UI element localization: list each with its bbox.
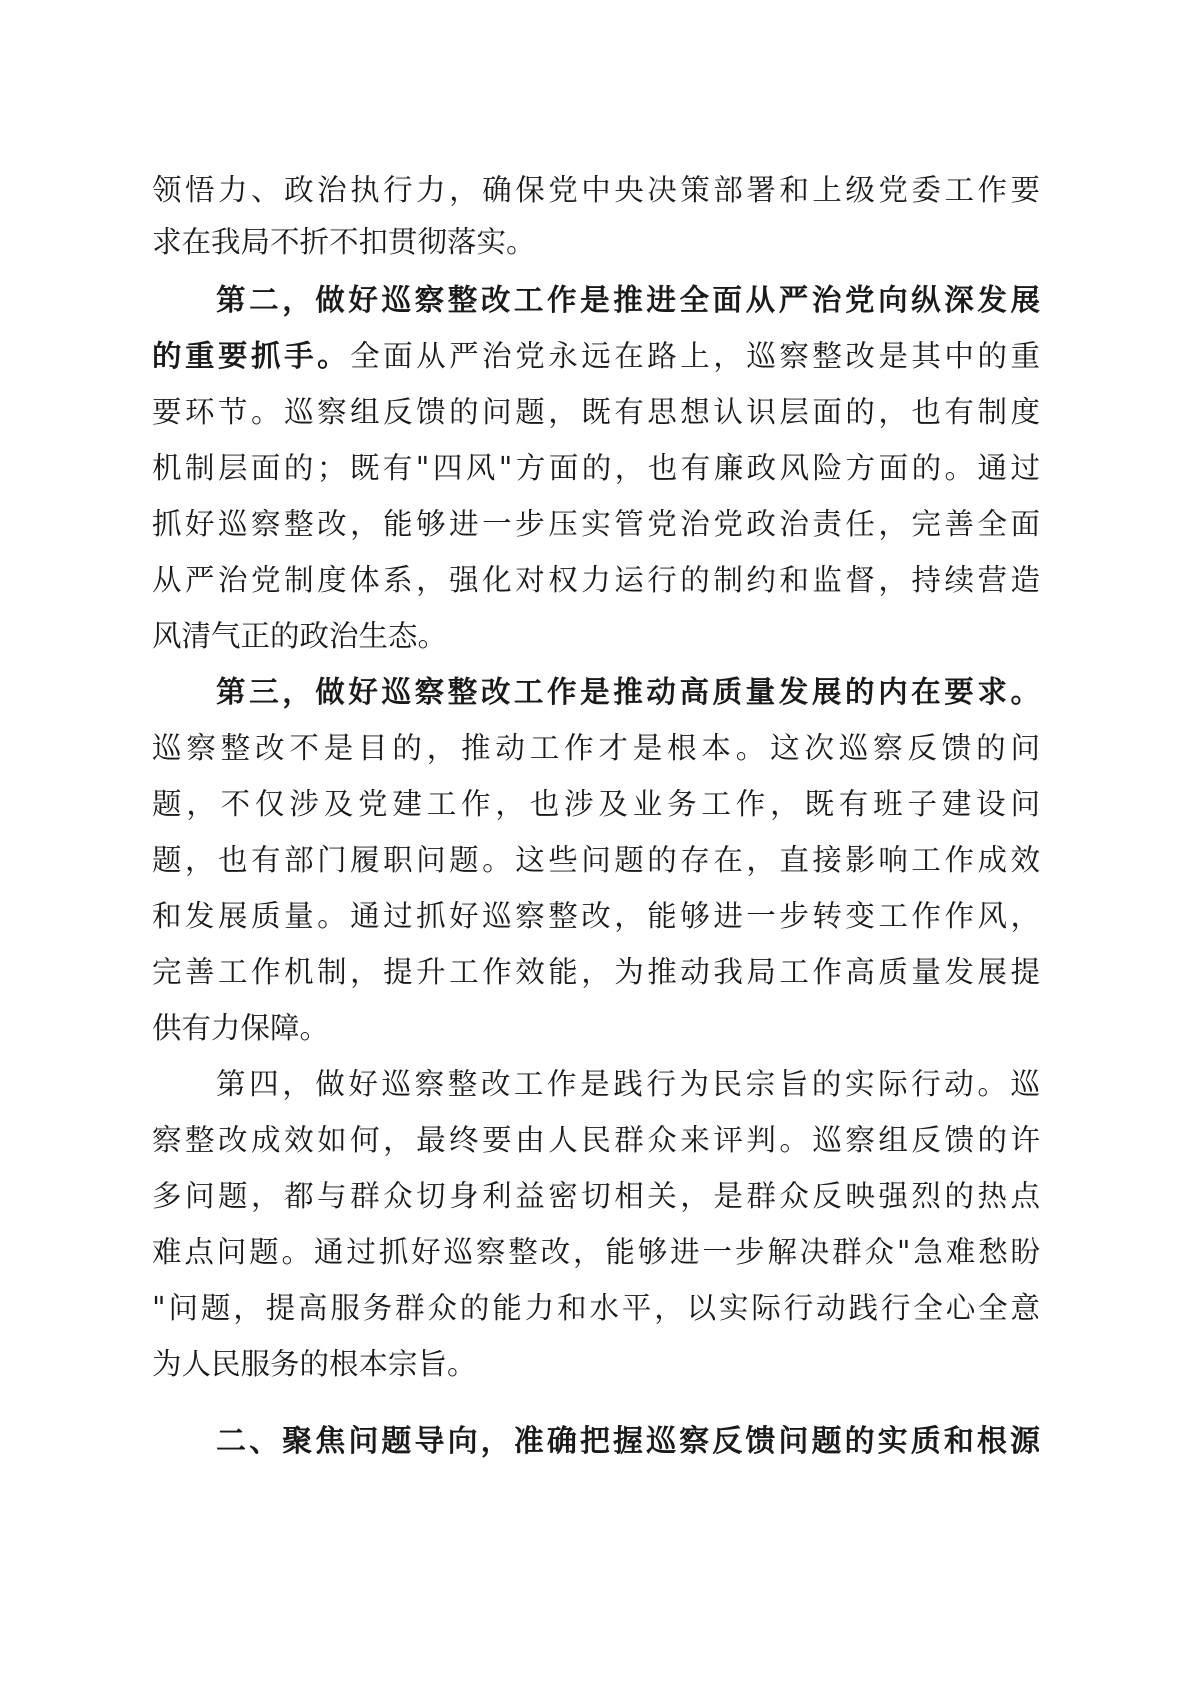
text-line: 察整改成效如何，最终要由人民群众来评判。巡察组反馈的许 xyxy=(152,1123,1040,1157)
text-line: 题，不仅涉及党建工作，也涉及业务工作，既有班子建设问 xyxy=(152,787,1040,821)
paragraph-heading-line: 第二，做好巡察整改工作是推进全面从严治党向纵深发展 xyxy=(216,282,1040,317)
section-heading: 二、聚焦问题导向，准确把握巡察反馈问题的实质和根源 xyxy=(216,1424,1040,1459)
text-line: 供有力保障。 xyxy=(152,1011,330,1045)
text-line: 完善工作机制，提升工作效能，为推动我局工作高质量发展提 xyxy=(152,955,1040,989)
text-line: "问题，提高服务群众的能力和水平，以实际行动践行全心全意 xyxy=(152,1291,1040,1325)
text-line: 从严治党制度体系，强化对权力运行的制约和监督，持续营造 xyxy=(152,563,1040,597)
text-line: 第四，做好巡察整改工作是践行为民宗旨的实际行动。巡 xyxy=(216,1067,1040,1101)
text-line: 的重要抓手。全面从严治党永远在路上，巡察整改是其中的重 xyxy=(152,338,1040,373)
text-line: 求在我局不折不扣贯彻落实。 xyxy=(152,225,536,259)
text-line: 巡察整改不是目的，推动工作才是根本。这次巡察反馈的问 xyxy=(152,731,1040,765)
text-line: 领悟力、政治执行力，确保党中央决策部署和上级党委工作要 xyxy=(152,173,1040,207)
text-line: 风清气正的政治生态。 xyxy=(152,619,448,653)
paragraph-heading-line: 第三，做好巡察整改工作是推动高质量发展的内在要求。 xyxy=(216,674,1040,709)
text-line: 题，也有部门履职问题。这些问题的存在，直接影响工作成效 xyxy=(152,843,1040,877)
text-line: 机制层面的；既有"四风"方面的，也有廉政风险方面的。通过 xyxy=(152,451,1040,485)
text-line: 抓好巡察整改，能够进一步压实管党治党政治责任，完善全面 xyxy=(152,507,1040,541)
text-line: 多问题，都与群众切身利益密切相关，是群众反映强烈的热点 xyxy=(152,1179,1040,1213)
text-line: 和发展质量。通过抓好巡察整改，能够进一步转变工作作风， xyxy=(152,899,1040,933)
text-line: 要环节。巡察组反馈的问题，既有思想认识层面的，也有制度 xyxy=(152,395,1040,429)
text-line: 难点问题。通过抓好巡察整改，能够进一步解决群众"急难愁盼 xyxy=(152,1235,1040,1269)
text-line: 为人民服务的根本宗旨。 xyxy=(152,1347,477,1381)
